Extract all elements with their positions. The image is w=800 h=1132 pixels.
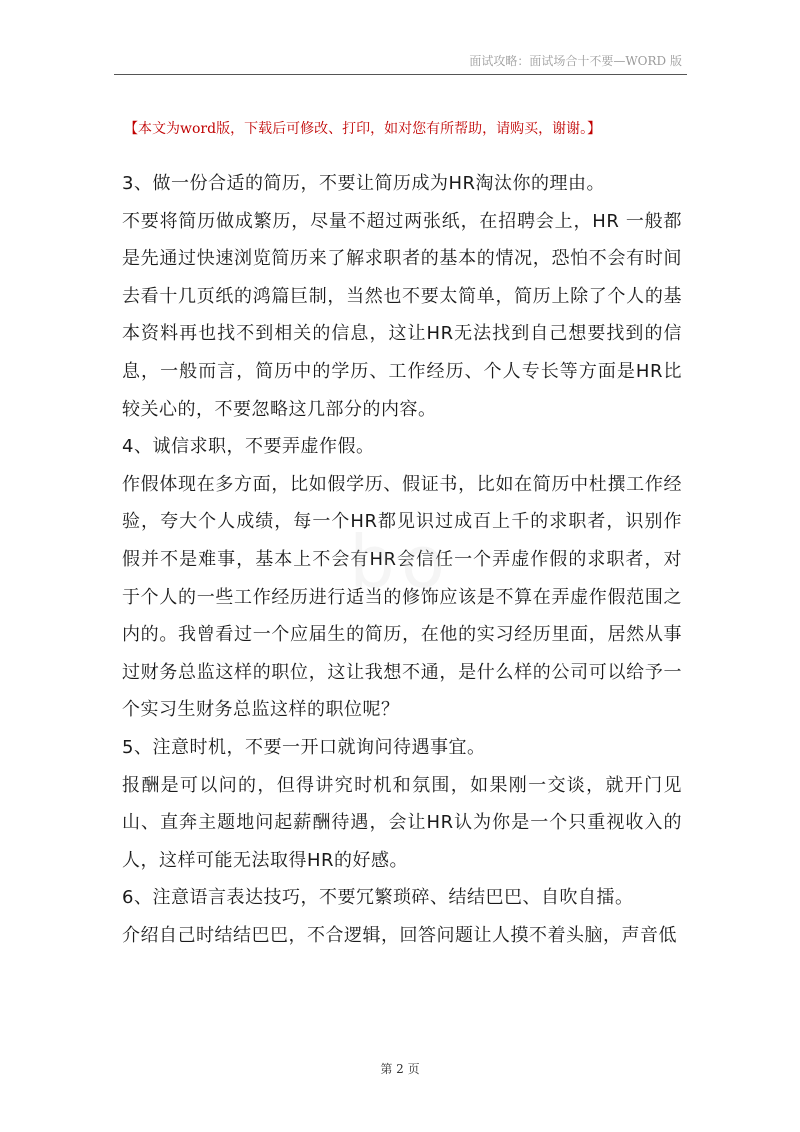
header-title: 面试攻略：面试场合十不要—WORD 版 [469, 54, 682, 68]
watermark: bo [349, 520, 451, 604]
section-6-body: 介绍自己时结结巴巴，不合逻辑，回答问题让人摸不着头脑，声音低 [122, 924, 677, 946]
section-4-body: 作假体现在多方面，比如假学历、假证书，比如在简历中杜撰工作经验，夸大个人成绩，每一个HR都见识过成百上千的求职者，识别作假并不是难事，基本上不会有HR会信任一个弄虚作假的求职者，对于个人的一些工作经历进行适当的修饰应该是不算在弄虚作假范围之内的。我曾看过一个应届生的简历，在他的实习经历里面，居然从事过财务总监这样的职位，这让我想不通，是什么样的公司可以给予一个实习生财务总监这样的职位呢？ [122, 473, 682, 721]
section-4-heading: 4、诚信求职，不要弄虚作假。 [122, 436, 375, 458]
header-rule [114, 74, 687, 75]
page-number: 第 2 页 [380, 1062, 420, 1076]
section-3-body: 不要将简历做成繁历，尽量不超过两张纸，在招聘会上，HR 一般都是先通过快速浏览简历来了解求职者的基本的情况，恐怕不会有时间去看十几页纸的鸿篇巨制，当然也不要太简单，简历上除了个人的基本资料再也找不到相关的信息，这让HR无法找到自己想要找到的信息，一般而言，简历中的学历、工作经历、个人专长等方面是HR比较关心的，不要忽略这几部分的内容。 [122, 210, 682, 420]
section-3-heading: 3、做一份合适的简历，不要让简历成为HR淘汰你的理由。 [122, 173, 605, 194]
section-5-heading: 5、注意时机，不要一开口就询问待遇事宜。 [122, 736, 486, 758]
purchase-notice: 【本文为word版，下载后可修改、打印，如对您有所帮助，请购买，谢谢。】 [124, 121, 602, 137]
document-body [122, 165, 682, 954]
section-6-heading: 6、注意语言表达技巧，不要冗繁琐碎、结结巴巴、自吹自擂。 [122, 887, 634, 909]
section-5-body: 报酬是可以问的，但得讲究时机和氛围，如果刚一交谈，就开门见山、直奔主题地问起薪酬待遇，会让HR认为你是一个只重视收入的人，这样可能无法取得HR的好感。 [122, 774, 682, 871]
